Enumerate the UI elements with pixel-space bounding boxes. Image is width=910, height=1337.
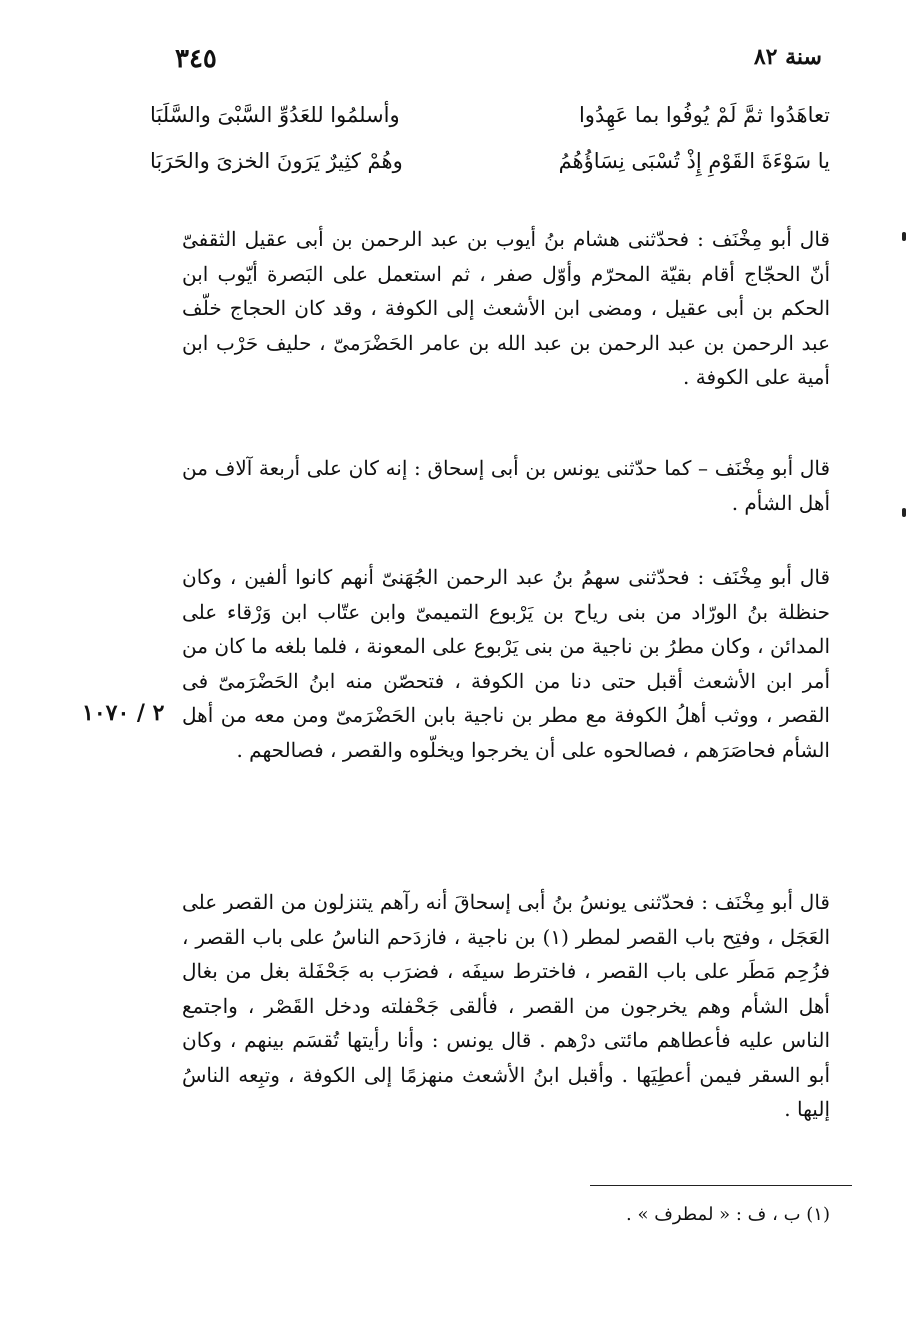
- verse-hemistich-second: تعاهَدُوا ثمَّ لَمْ يُوفُوا بما عَهِدُوا: [578, 103, 830, 127]
- verse-hemistich-first: وهُمْ كثِيرٌ يَرَونَ الخزىَ والحَرَبَا: [150, 149, 403, 173]
- paragraph: [182, 222, 830, 395]
- scan-mark: [902, 508, 906, 517]
- verse-hemistich-first: وأسلمُوا للعَدُوِّ السَّبْىَ والسَّلَبَا: [150, 103, 400, 127]
- paragraph-text: قال أبو مِخْنَف – كما حدّثنى يونس بن أبى إسحاق : إنه كان على أربعة آلاف من أهل الشأم .: [182, 456, 830, 515]
- paragraph: [182, 451, 830, 520]
- scan-mark: [902, 232, 906, 241]
- poem-verse: [150, 138, 830, 184]
- poem: [150, 92, 830, 184]
- verse-hemistich-second: يا سَوْءَةَ القَوْمِ إِذْ تُسْبَى نِسَاؤُهُمُ: [558, 149, 830, 173]
- footnote-divider: [590, 1185, 852, 1186]
- paragraph: [182, 560, 830, 767]
- paragraph-text: قال أبو مِخْنَف : فحدّثنى هشام بنُ أيوب بن عبد الرحمن بن أبى عقيل الثقفىّ أنّ الحجّاج أقام بقيّة المحرّم وأوّل صفر ، ثم استعمل على البَصرة أيّوب ابن الحكم بن أبى عقيل ، ومضى ابن الأشعث إلى الكوفة ، وقد كان الحجاج خلّف عبد الرحمن بن عبد الرحمن بن عبد الله بن عامر الحَضْرَمىّ ، حليف حَرْب ابن أمية على الكوفة .: [182, 227, 830, 389]
- page-number: ٣٤٥: [175, 44, 217, 74]
- paragraph-text: قال أبو مِخْنَف : فحدّثنى سهمُ بنُ عبد الرحمن الجُهَنىّ أنهم كانوا ألفين ، وكان حنظلة بنُ الورّاد من بنى رياح بن يَرْبوع التميمىّ وابن عتّاب ابن وَرْقاء على المدائن ، وكان مطرُ بن ناجية من بنى يَرْبوع على المعونة ، فلما بلغه ما كان من أمر ابن الأشعث أقبل حتى دنا من الكوفة ، فتحصّن منه ابنُ الحَضْرَمىّ فى القصر ، ووثب أهلُ الكوفة مع مطر بن ناجية بابن الحَضْرَمىّ ومن معه من أهل الشأم فحاصَرَهم ، فصالحوه على أن يخرجوا ويخلّوه والقصر ، فصالحهم .: [182, 565, 830, 762]
- margin-reference: ٢ / ١٠٧٠: [82, 700, 165, 726]
- paragraph: [182, 885, 830, 1127]
- footnote: (١) ب ، ف : « لمطرف » .: [626, 1204, 830, 1225]
- paragraph-text: قال أبو مِخْنَف : فحدّثنى يونسُ بنُ أبى إسحاقَ أنه رآهم يتنزلون من القصر على العَجَل ، وفتِح باب القصر لمطر (١) بن ناجية ، فازدَحم الناسُ على باب القصر ، فزُحِم مَطَر على باب القصر ، فاخترط سيفَه ، فضرَب به جَحْفَلة بغل من بغال أهل الشأم وهم يخرجون من القصر ، فألقى جَحْفلته ودخل القَصْر ، واجتمع الناس عليه فأعطاهم مائتى درْهم . قال يونس : وأنا رأيتها تُقسَم بينهم ، وكان أبو السقر فيمن أعطِيَها . وأقبل ابنُ الأشعث منهزمًا إلى الكوفة ، وتبِعه الناسُ إليها .: [182, 890, 831, 1121]
- poem-verse: [150, 92, 830, 138]
- running-header-year: سنة ٨٢: [753, 44, 822, 70]
